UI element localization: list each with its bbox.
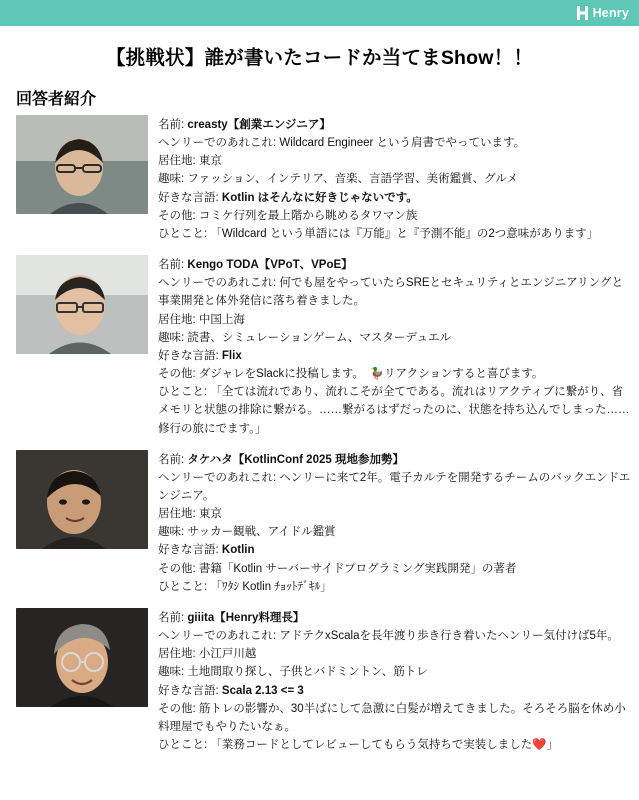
profile-name-line [158, 116, 631, 134]
profile-experience: ヘンリーに来て2年。電子カルテを開発するチームのバックエンドエンジニア。 [158, 471, 631, 502]
profile-language-line [158, 541, 631, 559]
label-oneword: ひとこと: [158, 580, 208, 593]
brand [577, 6, 629, 20]
profile-hobby: 土地間取り探し、子供とバドミントン、筋トレ [187, 666, 428, 679]
profile-other: 筋トレの影響か、30半ばにして急激に白髪が増えてきました。そろそろ脳を休め小料理屋でもやりたいなぁ。 [158, 702, 626, 733]
brand-name: Henry [592, 6, 629, 20]
profile-other: コミケ行列を最上階から眺めるタワマン族 [198, 209, 418, 222]
profile-name-line [158, 256, 631, 274]
profile-hobby: 読書、シミュレーションゲーム、マスターデュエル [187, 331, 451, 344]
profile-oneword: 「ﾜﾀｼ Kotlin ﾁｮｯﾄﾃﾞｷﾙ」 [210, 580, 332, 593]
label-residence: 居住地: [158, 313, 196, 326]
profile-experience-line [158, 627, 631, 645]
label-name: 名前: [158, 453, 185, 466]
profile-name-line [158, 451, 631, 469]
label-hobby: 趣味: [158, 173, 185, 186]
profile-photo-takehata [16, 450, 148, 549]
list-item [16, 608, 631, 754]
label-other: その他: [158, 209, 196, 222]
list-item [16, 450, 631, 596]
profile-hobby-line [158, 170, 631, 188]
profile-residence-line [158, 311, 631, 329]
profile-info [158, 450, 631, 596]
profile-other: ダジャレをSlackに投稿します。 🦆リアクションすると喜びます。 [198, 368, 544, 381]
profile-language-line [158, 347, 631, 365]
label-language: 好きな言語: [158, 349, 219, 362]
profile-name: タケハタ【KotlinConf 2025 現地参加勢】 [187, 453, 404, 466]
label-language: 好きな言語: [158, 544, 219, 557]
profile-other-line [158, 207, 631, 225]
profile-oneword: 「Wildcard という単語には『万能』と『予測不能』の2つ意味があります」 [210, 227, 599, 240]
label-name: 名前: [158, 611, 185, 624]
profile-residence: 東京 [198, 155, 222, 168]
label-experience: ヘンリーでのあれこれ: [158, 630, 277, 643]
profile-info [158, 608, 631, 754]
profile-residence: 東京 [198, 508, 222, 521]
label-residence: 居住地: [158, 648, 196, 661]
label-oneword: ひとこと: [158, 227, 208, 240]
profile-experience-line [158, 469, 631, 505]
henry-logo-icon [577, 6, 588, 20]
label-hobby: 趣味: [158, 331, 185, 344]
profile-other-line [158, 560, 631, 578]
profile-experience-line [158, 274, 631, 310]
profile-other-line [158, 365, 631, 383]
profile-hobby-line [158, 523, 631, 541]
profile-name: Kengo TODA【VPoT、VPoE】 [187, 259, 353, 272]
label-oneword: ひとこと: [158, 739, 208, 751]
profile-list [0, 115, 639, 754]
profile-oneword-line [158, 736, 631, 754]
profile-residence: 中国上海 [198, 313, 245, 326]
profile-residence-line [158, 645, 631, 663]
profile-residence-line [158, 505, 631, 523]
label-experience: ヘンリーでのあれこれ: [158, 471, 277, 484]
profile-hobby: ファッション、インテリア、音楽、言語学習、美術鑑賞、グルメ [187, 173, 518, 186]
profile-hobby-line [158, 329, 631, 347]
label-hobby: 趣味: [158, 666, 185, 679]
profile-oneword-line [158, 225, 631, 243]
profile-language: Kotlin はそんなに好きじゃないです。 [221, 191, 418, 204]
profile-photo-kengo-toda [16, 255, 148, 354]
top-bar [0, 0, 639, 26]
profile-language-line [158, 682, 631, 700]
section-title: 回答者紹介 [16, 91, 97, 108]
profile-photo-giiita [16, 608, 148, 707]
label-language: 好きな言語: [158, 684, 219, 697]
profile-language: Kotlin [221, 544, 255, 557]
profile-info [158, 255, 631, 438]
profile-oneword: 「全ては流れであり、流れこそが全てである。流れはリアクティブに繋がり、省メモリと状態の排除に繋がる。……繋がるはずだったのに、状態を持ち込んでしまった……修行の旅にでます。」 [158, 386, 630, 435]
profile-oneword-line [158, 383, 631, 437]
profile-other: 書籍「Kotlin サーバーサイドプログラミング実践開発」の著者 [198, 562, 517, 575]
profile-experience: 何でも屋をやっていたらSREとセキュリティとエンジニアリングと事業開発と体外発信に落ち着きました。 [158, 277, 624, 308]
profile-experience: Wildcard Engineer という肩書でやっています。 [279, 137, 526, 150]
profile-residence: 小江戸川越 [198, 648, 257, 661]
profile-photo-creasty [16, 115, 148, 214]
label-residence: 居住地: [158, 155, 196, 168]
profile-oneword-line [158, 578, 631, 596]
profile-language: Flix [221, 349, 242, 362]
label-name: 名前: [158, 119, 185, 131]
list-item [16, 115, 631, 243]
label-name: 名前: [158, 259, 185, 272]
label-other: その他: [158, 368, 196, 381]
profile-hobby-line [158, 663, 631, 681]
label-other: その他: [158, 702, 196, 715]
label-other: その他: [158, 562, 196, 575]
profile-experience: アドテクxScalaを長年渡り歩き行き着いたヘンリー気付けば5年。 [279, 630, 619, 643]
list-item [16, 255, 631, 438]
profile-language: Scala 2.13 <= 3 [221, 684, 304, 697]
profile-oneword: 「業務コードとしてレビューしてもらう気持ちで実装しました❤️」 [210, 739, 559, 751]
label-experience: ヘンリーでのあれこれ: [158, 277, 277, 290]
profile-hobby: サッカー観戦、アイドル鑑賞 [187, 526, 336, 539]
label-residence: 居住地: [158, 508, 196, 521]
label-language: 好きな言語: [158, 191, 219, 204]
profile-other-line [158, 700, 631, 736]
profile-name: creasty【創業エンジニア】 [187, 119, 331, 131]
profile-info [158, 115, 631, 243]
profile-language-line [158, 189, 631, 207]
profile-residence-line [158, 152, 631, 170]
profile-name-line [158, 609, 631, 627]
label-oneword: ひとこと: [158, 386, 208, 399]
label-hobby: 趣味: [158, 526, 185, 539]
label-experience: ヘンリーでのあれこれ: [158, 137, 277, 150]
profile-name: giiita【Henry料理長】 [187, 611, 305, 624]
profile-experience-line [158, 134, 631, 152]
page-title: 【挑戦状】誰が書いたコードか当てまShow！！ [105, 47, 534, 69]
